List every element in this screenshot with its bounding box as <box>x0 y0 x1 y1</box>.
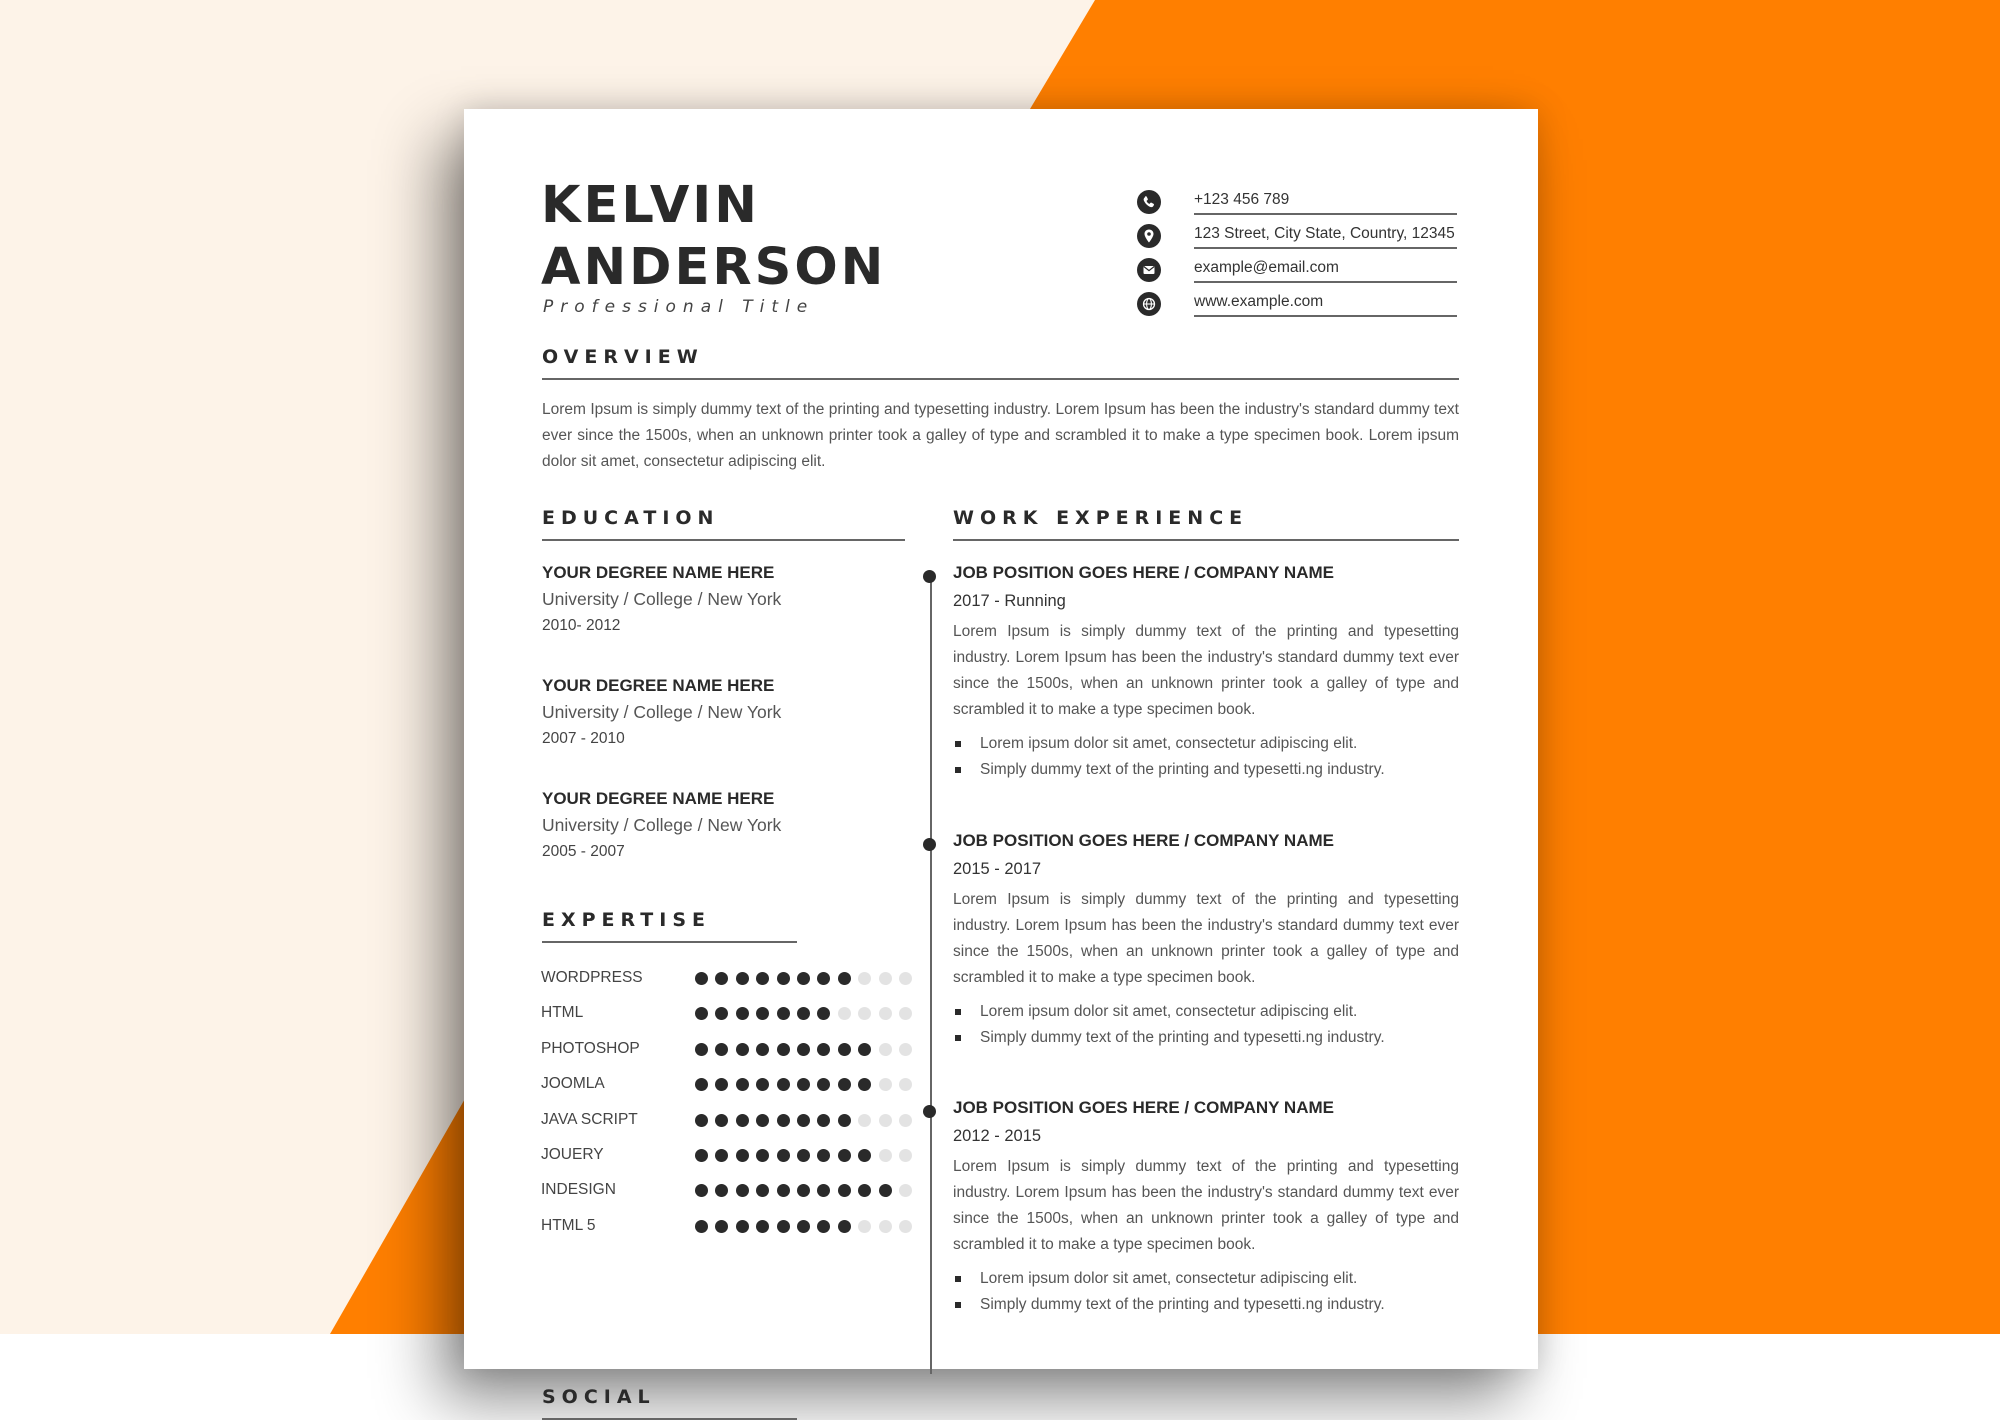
rating-dot-filled <box>715 1114 728 1127</box>
overview-heading: OVERVIEW <box>542 346 1459 380</box>
rating-dot-filled <box>715 1149 728 1162</box>
rating-dot-empty <box>899 1114 912 1127</box>
rating-dot-filled <box>838 972 851 985</box>
rating-dot-filled <box>756 1220 769 1233</box>
email-text[interactable]: example@email.com <box>1194 255 1457 283</box>
rating-dot-empty <box>879 1220 892 1233</box>
globe-icon <box>1137 292 1161 316</box>
candidate-name <box>541 175 886 299</box>
rating-dot-filled <box>817 972 830 985</box>
rating-dot-filled <box>838 1078 851 1091</box>
skill-name: HTML 5 <box>541 1217 596 1234</box>
rating-dot-filled <box>777 1149 790 1162</box>
rating-dot-filled <box>756 972 769 985</box>
rating-dot-empty <box>899 1078 912 1091</box>
rating-dot-filled <box>817 1184 830 1197</box>
skill-row <box>541 1072 921 1096</box>
rating-dot-filled <box>756 1043 769 1056</box>
rating-dot-filled <box>736 1184 749 1197</box>
degree-name: YOUR DEGREE NAME HERE <box>542 789 775 808</box>
rating-dot-filled <box>797 1114 810 1127</box>
job-bullet: Simply dummy text of the printing and typesetti.ng industry. <box>953 1025 1459 1051</box>
rating-dot-filled <box>777 1078 790 1091</box>
rating-dot-empty <box>879 1007 892 1020</box>
rating-dot-filled <box>777 1220 790 1233</box>
rating-dot-filled <box>736 972 749 985</box>
rating-dot-empty <box>858 1114 871 1127</box>
school-name: University / College / New York <box>542 702 782 722</box>
rating-dot-empty <box>879 1114 892 1127</box>
rating-dot-filled <box>756 1149 769 1162</box>
school-name: University / College / New York <box>542 815 782 835</box>
skill-name: PHOTOSHOP <box>541 1040 640 1057</box>
rating-dot-filled <box>858 1149 871 1162</box>
rating-dot-filled <box>715 1078 728 1091</box>
rating-dot-filled <box>695 1007 708 1020</box>
rating-dot-filled <box>838 1220 851 1233</box>
contact-list <box>1137 187 1457 323</box>
job-bullets <box>953 731 1459 783</box>
rating-dot-filled <box>838 1114 851 1127</box>
school-name: University / College / New York <box>542 589 782 609</box>
last-name: ANDERSON <box>541 238 887 297</box>
rating-dot-filled <box>838 1043 851 1056</box>
rating-dot-filled <box>797 972 810 985</box>
skill-name: HTML <box>541 1004 584 1021</box>
rating-dot-filled <box>756 1114 769 1127</box>
education-years: 2010- 2012 <box>542 617 621 634</box>
rating-dot-empty <box>879 972 892 985</box>
rating-dot-filled <box>695 1184 708 1197</box>
rating-dot-filled <box>756 1007 769 1020</box>
rating-dot-filled <box>817 1220 830 1233</box>
job-years: 2017 - Running <box>953 592 1066 610</box>
rating-dot-empty <box>879 1078 892 1091</box>
rating-dot-filled <box>838 1149 851 1162</box>
rating-dot-filled <box>817 1043 830 1056</box>
job-title: JOB POSITION GOES HERE / COMPANY NAME <box>953 1098 1334 1117</box>
rating-dot-filled <box>695 1078 708 1091</box>
job-years: 2012 - 2015 <box>953 1127 1042 1145</box>
education-heading: EDUCATION <box>542 507 905 541</box>
education-years: 2005 - 2007 <box>542 843 625 860</box>
rating-dot-filled <box>715 1184 728 1197</box>
location-pin-icon <box>1137 224 1161 248</box>
rating-dot-filled <box>817 1114 830 1127</box>
work-experience-heading: WORK EXPERIENCE <box>953 507 1459 541</box>
phone-text[interactable]: +123 456 789 <box>1194 187 1457 215</box>
skill-row <box>541 1108 921 1132</box>
rating-dot-empty <box>899 1220 912 1233</box>
job-entry <box>953 561 1459 783</box>
rating-dot-filled <box>797 1007 810 1020</box>
rating-dot-filled <box>858 1184 871 1197</box>
rating-dot-filled <box>817 1149 830 1162</box>
job-description: Lorem Ipsum is simply dummy text of the printing and typesetting industry. Lorem Ipsum has been the industry's standard dummy text ever since the 1500s, when an unknown printer took a galley of type and scrambled it to make a type specimen book. <box>953 1158 1459 1253</box>
rating-dot-filled <box>695 972 708 985</box>
job-entry <box>953 1096 1459 1318</box>
job-bullets <box>953 1266 1459 1318</box>
timeline-dot <box>923 1105 936 1118</box>
skill-row <box>541 1214 921 1238</box>
timeline-dot <box>923 838 936 851</box>
rating-dot-filled <box>736 1078 749 1091</box>
rating-dot-filled <box>817 1007 830 1020</box>
rating-dot-empty <box>899 1149 912 1162</box>
rating-dot-filled <box>715 1043 728 1056</box>
contact-address <box>1137 221 1457 255</box>
degree-name: YOUR DEGREE NAME HERE <box>542 563 775 582</box>
job-title: JOB POSITION GOES HERE / COMPANY NAME <box>953 563 1334 582</box>
job-entry <box>953 829 1459 1051</box>
skill-row <box>541 1143 921 1167</box>
job-bullet: Simply dummy text of the printing and typesetti.ng industry. <box>953 757 1459 783</box>
job-bullet: Simply dummy text of the printing and typesetti.ng industry. <box>953 1292 1459 1318</box>
rating-dot-filled <box>797 1220 810 1233</box>
contact-email <box>1137 255 1457 289</box>
rating-dot-filled <box>777 1043 790 1056</box>
rating-dot-filled <box>756 1184 769 1197</box>
contact-phone <box>1137 187 1457 221</box>
rating-dot-filled <box>695 1220 708 1233</box>
email-icon <box>1137 258 1161 282</box>
timeline-line <box>930 574 932 1374</box>
rating-dot-filled <box>777 1184 790 1197</box>
rating-dot-filled <box>695 1043 708 1056</box>
skill-name: WORDPRESS <box>541 969 643 986</box>
rating-dot-empty <box>899 1184 912 1197</box>
job-years: 2015 - 2017 <box>953 860 1042 878</box>
address-text: 123 Street, City State, Country, 12345 <box>1194 221 1457 249</box>
rating-dot-filled <box>817 1078 830 1091</box>
expertise-heading: EXPERTISE <box>542 909 797 943</box>
skill-name: JAVA SCRIPT <box>541 1111 638 1128</box>
rating-dot-empty <box>858 972 871 985</box>
skill-row <box>541 966 921 990</box>
rating-dot-filled <box>736 1149 749 1162</box>
job-title: JOB POSITION GOES HERE / COMPANY NAME <box>953 831 1334 850</box>
rating-dot-filled <box>797 1149 810 1162</box>
rating-dot-filled <box>858 1078 871 1091</box>
job-bullet: Lorem ipsum dolor sit amet, consectetur adipiscing elit. <box>953 1266 1459 1292</box>
rating-dot-filled <box>736 1007 749 1020</box>
skill-name: JOUERY <box>541 1146 604 1163</box>
rating-dot-filled <box>797 1078 810 1091</box>
degree-name: YOUR DEGREE NAME HERE <box>542 676 775 695</box>
rating-dot-filled <box>777 1114 790 1127</box>
rating-dot-filled <box>797 1043 810 1056</box>
website-text[interactable]: www.example.com <box>1194 289 1457 317</box>
overview-text: Lorem Ipsum is simply dummy text of the printing and typesetting industry. Lorem Ipsum has been the industry's standard dummy text ever since the 1500s, when an unknown printer took a galley of type and scrambled it to make a type specimen book. Lorem ipsum dolor sit amet, consectetur adipiscing elit. <box>542 401 1459 470</box>
rating-dot-filled <box>797 1184 810 1197</box>
skill-row <box>541 1001 921 1025</box>
rating-dot-filled <box>736 1220 749 1233</box>
job-description: Lorem Ipsum is simply dummy text of the printing and typesetting industry. Lorem Ipsum has been the industry's standard dummy text ever since the 1500s, when an unknown printer took a galley of type and scrambled it to make a type specimen book. <box>953 623 1459 718</box>
education-years: 2007 - 2010 <box>542 730 625 747</box>
job-bullet: Lorem ipsum dolor sit amet, consectetur adipiscing elit. <box>953 731 1459 757</box>
rating-dot-filled <box>838 1184 851 1197</box>
rating-dot-filled <box>736 1043 749 1056</box>
skill-name: JOOMLA <box>541 1075 605 1092</box>
rating-dot-filled <box>777 1007 790 1020</box>
first-name: KELVIN <box>541 176 760 235</box>
rating-dot-filled <box>695 1114 708 1127</box>
rating-dot-empty <box>879 1043 892 1056</box>
rating-dot-filled <box>715 1007 728 1020</box>
rating-dot-filled <box>756 1078 769 1091</box>
rating-dot-empty <box>899 972 912 985</box>
timeline-dot <box>923 570 936 583</box>
rating-dot-filled <box>715 972 728 985</box>
education-item <box>542 561 902 638</box>
phone-icon <box>1137 190 1161 214</box>
rating-dot-empty <box>899 1007 912 1020</box>
skill-row <box>541 1178 921 1202</box>
rating-dot-empty <box>858 1007 871 1020</box>
contact-website <box>1137 289 1457 323</box>
education-item <box>542 674 902 751</box>
rating-dot-filled <box>777 972 790 985</box>
job-bullet: Lorem ipsum dolor sit amet, consectetur adipiscing elit. <box>953 999 1459 1025</box>
job-bullets <box>953 999 1459 1051</box>
rating-dot-empty <box>838 1007 851 1020</box>
skill-name: INDESIGN <box>541 1181 616 1198</box>
professional-title: Professional Title <box>543 297 815 317</box>
rating-dot-filled <box>715 1220 728 1233</box>
social-heading: SOCIAL <box>542 1386 797 1420</box>
rating-dot-empty <box>858 1220 871 1233</box>
rating-dot-filled <box>879 1184 892 1197</box>
rating-dot-empty <box>879 1149 892 1162</box>
rating-dot-empty <box>899 1043 912 1056</box>
skill-row <box>541 1037 921 1061</box>
job-description: Lorem Ipsum is simply dummy text of the printing and typesetting industry. Lorem Ipsum has been the industry's standard dummy text ever since the 1500s, when an unknown printer took a galley of type and scrambled it to make a type specimen book. <box>953 891 1459 986</box>
resume-page <box>464 109 1538 1408</box>
rating-dot-filled <box>858 1043 871 1056</box>
rating-dot-filled <box>736 1114 749 1127</box>
education-item <box>542 787 902 864</box>
rating-dot-filled <box>695 1149 708 1162</box>
